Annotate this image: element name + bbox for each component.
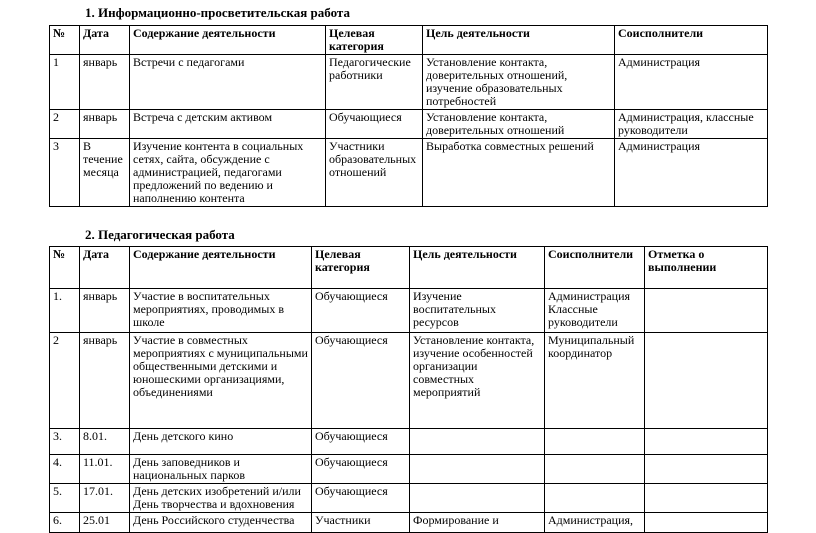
- table-row: [50, 455, 768, 484]
- header-number: №: [50, 26, 80, 55]
- cell: [545, 455, 645, 484]
- cell: [410, 484, 545, 513]
- cell: январь: [80, 289, 130, 333]
- cell: 8.01.: [80, 429, 130, 455]
- cell: Обучающиеся: [312, 333, 410, 429]
- cell: Изучение воспитательных ресурсов: [410, 289, 545, 333]
- cell: [545, 484, 645, 513]
- cell: Встречи с педагогами: [130, 55, 326, 110]
- header-goal: Цель деятельности: [410, 247, 545, 289]
- cell: Обучающиеся: [312, 289, 410, 333]
- cell: 1.: [50, 289, 80, 333]
- header-completion-mark: Отметка о выполнении: [645, 247, 768, 289]
- cell: Участники: [312, 513, 410, 533]
- info-work-table: [49, 25, 768, 207]
- table-row: [50, 333, 768, 429]
- table-row: [50, 110, 768, 139]
- table-row: [50, 139, 768, 207]
- cell: 3.: [50, 429, 80, 455]
- cell: Обучающиеся: [312, 455, 410, 484]
- cell: Изучение контента в социальных сетях, сайта, обсуждение с администрацией, педагогами предложений по ведению и наполнению контента: [130, 139, 326, 207]
- cell: 3: [50, 139, 80, 207]
- table-row: [50, 484, 768, 513]
- cell: Обучающиеся: [312, 484, 410, 513]
- cell: Установление контакта, изучение особенностей организации совместных мероприятий: [410, 333, 545, 429]
- header-coexecutors: Соисполнители: [615, 26, 768, 55]
- cell: 5.: [50, 484, 80, 513]
- cell: 17.01.: [80, 484, 130, 513]
- cell: Участие в воспитательных мероприятиях, проводимых в школе: [130, 289, 312, 333]
- header-number: №: [50, 247, 80, 289]
- cell: Обучающиеся: [326, 110, 423, 139]
- header-target: Целевая категория: [326, 26, 423, 55]
- section2-title: 2. Педагогическая работа: [85, 227, 235, 242]
- header-coexecutors: Соисполнители: [545, 247, 645, 289]
- cell: День заповедников и национальных парков: [130, 455, 312, 484]
- header-date: Дата: [80, 26, 130, 55]
- cell: Администрация: [615, 55, 768, 110]
- header-date: Дата: [80, 247, 130, 289]
- cell: 6.: [50, 513, 80, 533]
- completion-mark-cell[interactable]: [645, 289, 768, 333]
- cell: [410, 455, 545, 484]
- completion-mark-cell[interactable]: [645, 455, 768, 484]
- cell: Муниципальный координатор: [545, 333, 645, 429]
- header-target: Целевая категория: [312, 247, 410, 289]
- cell: Администрация, классные руководители: [615, 110, 768, 139]
- cell: Участие в совместных мероприятиях с муниципальными общественными детскими и юношескими организациями, объединениями: [130, 333, 312, 429]
- table-row: [50, 289, 768, 333]
- cell: январь: [80, 55, 130, 110]
- header-goal: Цель деятельности: [423, 26, 615, 55]
- cell: Встреча с детским активом: [130, 110, 326, 139]
- cell: 11.01.: [80, 455, 130, 484]
- cell: Администрация: [615, 139, 768, 207]
- cell: 1: [50, 55, 80, 110]
- cell: День детских изобретений и/или День творчества и вдохновения: [130, 484, 312, 513]
- cell: 4.: [50, 455, 80, 484]
- cell: январь: [80, 333, 130, 429]
- cell: Администрация Классные руководители: [545, 289, 645, 333]
- header-content: Содержание деятельности: [130, 26, 326, 55]
- cell: январь: [80, 110, 130, 139]
- pedagogical-work-table: [49, 246, 768, 533]
- cell: Администрация,: [545, 513, 645, 533]
- header-content: Содержание деятельности: [130, 247, 312, 289]
- table-header-row: [50, 247, 768, 289]
- cell: День Российского студенчества: [130, 513, 312, 533]
- table-row: [50, 429, 768, 455]
- cell: 2: [50, 110, 80, 139]
- cell: В течение месяца: [80, 139, 130, 207]
- completion-mark-cell[interactable]: [645, 484, 768, 513]
- completion-mark-cell[interactable]: [645, 333, 768, 429]
- cell: [545, 429, 645, 455]
- completion-mark-cell[interactable]: [645, 429, 768, 455]
- cell: 25.01: [80, 513, 130, 533]
- cell: Участники образовательных отношений: [326, 139, 423, 207]
- cell: Формирование и: [410, 513, 545, 533]
- section1-title: 1. Информационно-просветительская работа: [85, 5, 350, 20]
- table-row: [50, 55, 768, 110]
- cell: Обучающиеся: [312, 429, 410, 455]
- cell: [410, 429, 545, 455]
- cell: Установление контакта, доверительных отношений: [423, 110, 615, 139]
- cell: Установление контакта, доверительных отношений, изучение образовательных потребностей: [423, 55, 615, 110]
- table-header-row: [50, 26, 768, 55]
- cell: 2: [50, 333, 80, 429]
- cell: День детского кино: [130, 429, 312, 455]
- table-row: [50, 513, 768, 533]
- cell: Педагогические работники: [326, 55, 423, 110]
- completion-mark-cell[interactable]: [645, 513, 768, 533]
- cell: Выработка совместных решений: [423, 139, 615, 207]
